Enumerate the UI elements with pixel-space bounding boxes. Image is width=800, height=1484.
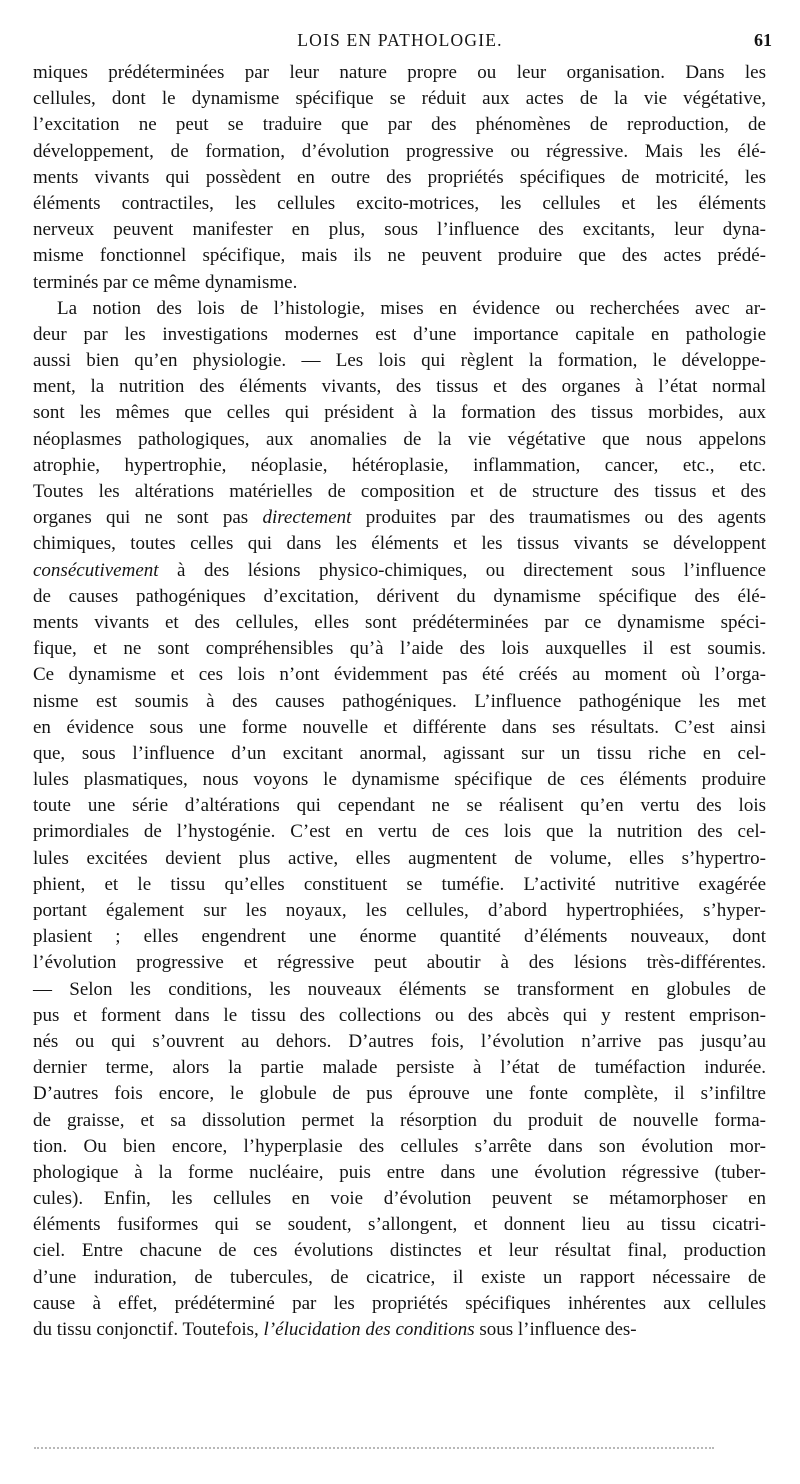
text-line [33, 479, 766, 505]
text-run: aussi bien qu’en physiologie. — Les lois qui règlent la formation, le développe- [33, 350, 766, 372]
text-run: éléments fusiformes qui se soudent, s’allongent, et donnent lieu au tissu cicatri- [33, 1214, 766, 1236]
text-run: néoplasmes pathologiques, aux anomalies de la vie végétative que nous appelons [33, 428, 766, 450]
text-run: cules). Enfin, les cellules en voie d’évolution peuvent se métamorphoser en [33, 1188, 766, 1210]
text-line [33, 872, 766, 898]
text-line [33, 453, 766, 479]
text-line [33, 1108, 766, 1134]
text-line [33, 60, 766, 86]
text-run: nés ou qui s’ouvrent au dehors. D’autres fois, l’évolution n’arrive pas jusqu’au [33, 1030, 766, 1052]
text-line [33, 296, 766, 322]
text-line [33, 243, 766, 269]
text-run: du tissu conjonctif. Toutefois, [33, 1319, 264, 1340]
text-line [33, 112, 766, 138]
text-line [33, 610, 766, 636]
text-line [33, 584, 766, 610]
text-line [33, 322, 766, 348]
text-run: pus et forment dans le tissu des collections ou des abcès qui y restent emprison- [33, 1004, 766, 1026]
text-run: sont les mêmes que celles qui président à la formation des tissus morbides, aux [33, 402, 766, 424]
bottom-scan-artifact [34, 1447, 714, 1451]
running-title: LOIS EN PATHOLOGIE. [297, 30, 503, 50]
text-run: terminés par ce même dynamisme. [33, 271, 298, 293]
text-run: éléments contractiles, les cellules excito-motrices, les cellules et les éléments [33, 192, 766, 214]
text-run: que, sous l’influence d’un excitant anormal, agissant sur un tissu riche en cel- [33, 742, 766, 764]
text-line [33, 636, 766, 662]
text-run: La notion des lois de l’histologie, mises en évidence ou recherchées avec ar- [57, 297, 766, 319]
text-line [33, 1081, 766, 1107]
text-run: à des lésions physico-chimiques, ou directement sous l’influence [158, 559, 766, 581]
text-run: lules plasmatiques, nous voyons le dynamisme spécifique de ces éléments produire [33, 769, 766, 791]
text-run: ment, la nutrition des éléments vivants, des tissus et des organes à l’état normal [33, 376, 766, 398]
text-line [33, 1212, 766, 1238]
text-run: portant également sur les noyaux, les cellules, d’abord hypertrophiées, s’hyper- [33, 900, 766, 921]
text-line [33, 741, 766, 767]
text-line [33, 1186, 766, 1212]
text-line [33, 270, 766, 296]
text-run: tion. Ou bien encore, l’hyperplasie des cellules s’arrête dans son évolution mor- [33, 1135, 766, 1157]
italic-phrase: l’élucidation des conditions [263, 1319, 475, 1340]
text-line [33, 558, 766, 584]
text-line [33, 662, 766, 688]
body-text [33, 60, 766, 1343]
text-run: misme fonctionnel spécifique, mais ils ne peuvent produire que des actes prédé- [33, 245, 766, 267]
text-run: de causes pathogéniques d’excitation, dérivent du dynamisme spécifique des élé- [33, 585, 766, 607]
page-header [28, 30, 772, 56]
italic-phrase: consécutivement [33, 559, 159, 581]
text-line [33, 898, 766, 924]
page-number: 61 [754, 30, 772, 50]
text-line [33, 977, 766, 1003]
text-run: produites par des traumatismes ou des agents [351, 507, 766, 529]
text-line [33, 400, 766, 426]
text-line [33, 1055, 766, 1081]
text-run: dernier terme, alors la partie malade persiste à l’état de tuméfaction indurée. [33, 1057, 766, 1079]
text-run: Ce dynamisme et ces lois n’ont évidemment pas été créés au moment où l’orga- [33, 664, 766, 686]
text-line [33, 1317, 766, 1343]
text-run: nisme est soumis à des causes pathogéniques. L’influence pathogénique les met [33, 690, 766, 712]
text-line [33, 793, 766, 819]
text-line [33, 767, 766, 793]
text-run: sous l’influence des- [474, 1319, 637, 1340]
text-run: l’évolution progressive et régressive peut aboutir à des lésions très-différentes. [33, 952, 766, 974]
text-run: nerveux peuvent manifester en plus, sous l’influence des excitants, leur dyna- [33, 219, 766, 241]
text-run: cellules, dont le dynamisme spécifique se réduit aux actes de la vie végétative, [33, 88, 766, 110]
text-run: d’une induration, de tubercules, de cicatrice, il existe un rapport nécessaire de [33, 1266, 766, 1288]
text-line [33, 819, 766, 845]
text-line [33, 531, 766, 557]
text-run: cause à effet, prédéterminé par les propriétés spécifiques inhérentes aux cellules [33, 1292, 766, 1314]
text-run: organes qui ne sont pas [33, 507, 263, 529]
text-run: toute une série d’altérations qui cependant ne se réalisent qu’en vertu des lois [33, 795, 766, 817]
text-line [33, 217, 766, 243]
text-line [33, 1238, 766, 1264]
text-line [33, 1134, 766, 1160]
text-line [33, 165, 766, 191]
text-line [33, 1160, 766, 1186]
text-line [33, 1265, 766, 1291]
text-run: lules excitées devient plus active, elles augmentent de volume, elles s’hypertro- [33, 847, 766, 869]
text-line [33, 1003, 766, 1029]
text-run: Toutes les altérations matérielles de composition et de structure des tissus et des [33, 481, 766, 502]
text-run: l’excitation ne peut se traduire que par des phénomènes de reproduction, de [33, 114, 766, 136]
italic-phrase: directement [262, 507, 352, 529]
text-line [33, 846, 766, 872]
text-run: ments vivants qui possèdent en outre des propriétés spécifiques de motricité, les [33, 166, 766, 188]
text-run: deur par les investigations modernes est d’une importance capitale en pathologie [33, 323, 766, 345]
text-line [33, 139, 766, 165]
text-line [33, 924, 766, 950]
text-run: atrophie, hypertrophie, néoplasie, hétéroplasie, inflammation, cancer, etc., etc. [33, 454, 766, 476]
text-run: phient, et le tissu qu’elles constituent se tuméfie. L’activité nutritive exagérée [33, 873, 766, 895]
text-line [33, 950, 766, 976]
text-run: miques prédéterminées par leur nature propre ou leur organisation. Dans les [33, 62, 766, 83]
text-run: phologique à la forme nucléaire, puis entre dans une évolution régressive (tuber- [33, 1161, 766, 1183]
text-run: D’autres fois encore, le globule de pus éprouve une fonte complète, il s’infiltre [33, 1083, 766, 1105]
text-run: ments vivants et des cellules, elles sont prédéterminées par ce dynamisme spéci- [33, 611, 766, 633]
text-run: — Selon les conditions, les nouveaux éléments se transforment en globules de [33, 978, 766, 1000]
text-run: de graisse, et sa dissolution permet la résorption du produit de nouvelle forma- [33, 1109, 766, 1131]
text-line [33, 505, 766, 531]
text-line [33, 374, 766, 400]
text-run: primordiales de l’hystogénie. C’est en vertu de ces lois que la nutrition des cel- [33, 821, 766, 843]
text-run: développement, de formation, d’évolution progressive ou régressive. Mais les élé- [33, 140, 766, 162]
text-run: chimiques, toutes celles qui dans les éléments et les tissus vivants se développent [33, 533, 766, 555]
text-line [33, 1291, 766, 1317]
text-run: ciel. Entre chacune de ces évolutions distinctes et leur résultat final, production [33, 1240, 766, 1262]
text-line [33, 86, 766, 112]
text-line [33, 1029, 766, 1055]
text-run: plasient ; elles engendrent une énorme quantité d’éléments nouveaux, dont [33, 926, 766, 948]
text-run: fique, et ne sont compréhensibles qu’à l’aide des lois auxquelles il est soumis. [33, 638, 766, 660]
text-line [33, 427, 766, 453]
text-line [33, 348, 766, 374]
text-line [33, 715, 766, 741]
text-run: en évidence sous une forme nouvelle et différente dans ses résultats. C’est ainsi [33, 716, 766, 738]
text-line [33, 689, 766, 715]
text-line [33, 191, 766, 217]
